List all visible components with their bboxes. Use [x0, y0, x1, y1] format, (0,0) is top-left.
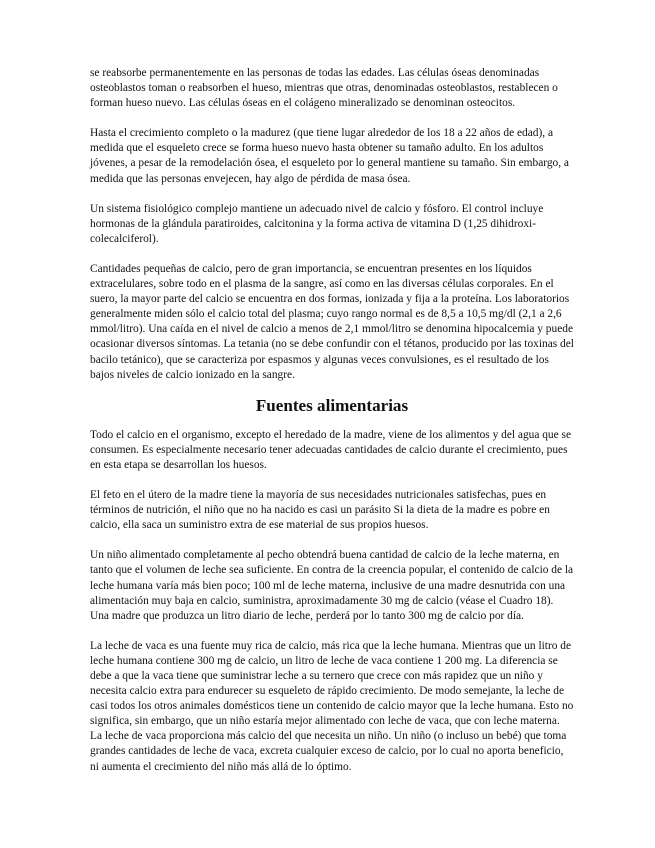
paragraph-plasma-calcium: Cantidades pequeñas de calcio, pero de gran importancia, se encuentran presentes en los líquidos extracelulares, sobre todo en el plasma de la sangre, así como en las diversas células corporales. En el suero, la mayor parte del calcio se encuentra en dos formas, ionizada y fija a la proteína. Los laboratorios generalmente miden sólo el calcio total del plasma; cuyo rango normal es de 8,5 a 10,5 mg/dl (2,1 a 2,6 mmol/litro). Una caída en el nivel de calcio a menos de 2,1 mmol/litro se denomina hipocalcemia y puede ocasionar diversos síntomas. La tetania (no se debe confundir con el tétanos, producido por las toxinas del bacilo tetánico), que se caracteriza por espasmos y algunas veces convulsiones, es el resultado de los bajos niveles de calcio ionizado en la sangre.	[90, 262, 574, 381]
paragraph-breastfed-child: Un niño alimentado completamente al pecho obtendrá buena cantidad de calcio de la leche materna, en tanto que el volumen de leche sea suficiente. En contra de la creencia popular, el contenido de calcio de la leche humana varía más bien poco; 100 ml de leche materna, inclusive de una madre desnutrida con una alimentación muy baja en calcio, suministra, aproximadamente 30 mg de calcio (véase el Cuadro 18). Una madre que produzca un litro diario de leche, perderá por lo tanto 300 mg de calcio por día.	[90, 549, 574, 622]
document-page	[90, 66, 574, 790]
paragraph-cow-milk: La leche de vaca es una fuente muy rica de calcio, más rica que la leche humana. Mientras que un litro de leche humana contiene 300 mg de calcio, un litro de leche de vaca contiene 1 200 mg. La diferencia se debe a que la vaca tiene que suministrar leche a su ternero que crece con más rapidez que un niño y necesita calcio extra para endurecer su esqueleto de rápido crecimiento. De modo semejante, la leche de casi todos los otros animales domésticos tiene un contenido de calcio mayor que la leche humana. Esto no significa, sin embargo, que un niño estaría mejor alimentado con leche de vaca, que con leche materna. La leche de vaca proporciona más calcio del que necesita un niño. Un niño (o incluso un bebé) que toma grandes cantidades de leche de vaca, excreta cualquier exceso de calcio, por lo cual no aporta beneficio, ni aumenta el crecimiento del niño más allá de lo óptimo.	[90, 639, 574, 773]
section-heading-food-sources: Fuentes alimentarias	[255, 395, 409, 415]
paragraph-physiological-system: Un sistema fisiológico complejo mantiene un adecuado nivel de calcio y fósforo. El control incluye hormonas de la glándula paratiroides, calcitonina y la forma activa de vitamina D (1,25 dihidroxi-colecalciferol).	[90, 202, 544, 245]
paragraph-food-water: Todo el calcio en el organismo, excepto el heredado de la madre, viene de los alimentos y del agua que se consumen. Es especialmente necesario tener adecuadas cantidades de calcio durante el crecimiento, pues en esta etapa se desarrollan los huesos.	[90, 428, 572, 471]
paragraph-growth: Hasta el crecimiento completo o la madurez (que tiene lugar alrededor de los 18 a 22 años de edad), a medida que el esqueleto crece se forma hueso nuevo hasta obtener su tamaño adulto. En los adultos jóvenes, a pesar de la remodelación ósea, el esqueleto por lo general mantiene su tamaño. Sin embargo, a medida que las personas envejecen, hay algo de pérdida de masa ósea.	[90, 127, 569, 185]
paragraph-bone-cells: se reabsorbe permanentemente en las personas de todas las edades. Las células óseas denominadas osteoblastos toman o reabsorben el hueso, mientras que otras, denominadas osteoblastos, restablecen o forman hueso nuevo. Las células óseas en el colágeno mineralizado se denominan osteocitos.	[90, 67, 558, 110]
paragraph-fetus: El feto en el útero de la madre tiene la mayoría de sus necesidades nutricionales satisfechas, pues en términos de nutrición, el niño que no ha nacido es casi un parásito Si la dieta de la madre es pobre en calcio, ella saca un suministro extra de ese material de sus propios huesos.	[90, 489, 550, 532]
